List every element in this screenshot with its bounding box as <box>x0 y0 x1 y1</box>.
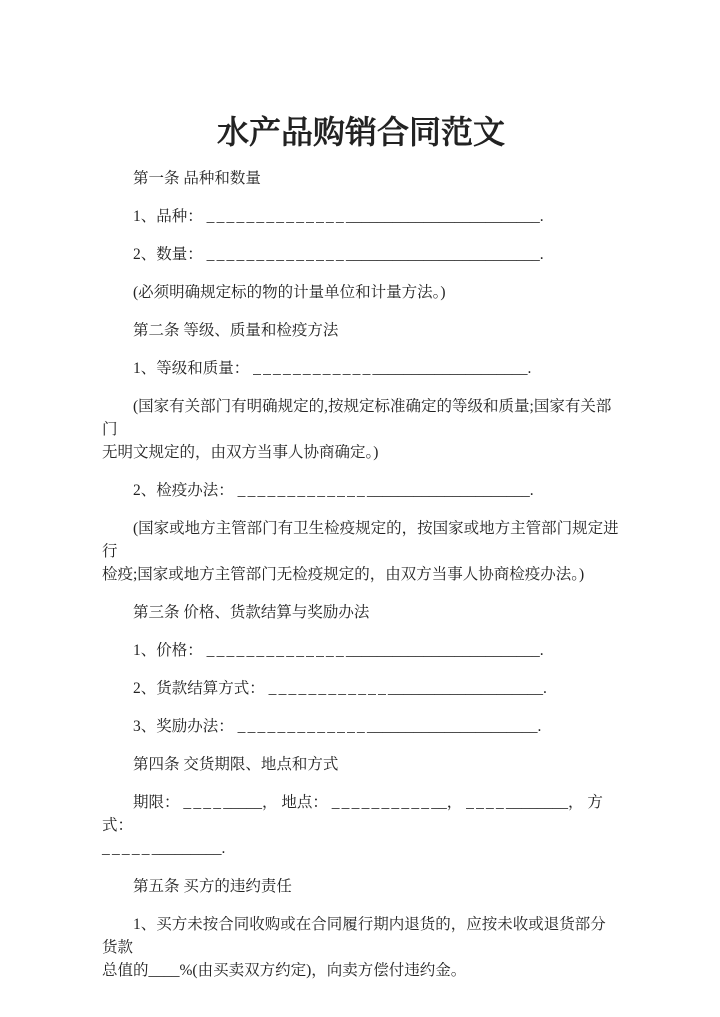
field-quantity-period: . <box>539 246 544 263</box>
field-variety-blank-dashed: ______________ <box>206 208 346 225</box>
field-deadline-blank-solid: _____ <box>223 794 262 811</box>
article-3-heading: 第三条 价格、货款结算与奖励办法 <box>133 604 370 621</box>
field-price-blank-dashed: ______________ <box>206 642 346 659</box>
article-2-note-2-line-2: 检疫;国家或地方主管部门无检疫规定的，由双方当事人协商检疫办法。) <box>102 566 585 583</box>
article-1-note: (必须明确规定标的物的计量单位和计量方法。) <box>133 284 446 301</box>
field-variety <box>102 205 620 228</box>
field-payment-settlement-blank-dashed: ____________ <box>268 680 389 697</box>
article-2-note-1-line-1: (国家有关部门有明确规定的,按规定标准确定的等级和质量;国家有关部门 <box>102 398 612 438</box>
field-deadline-blank-dashed: ____ <box>183 794 224 811</box>
article-2-note-2-line-1: (国家或地方主管部门有卫生检疫规定的，按国家或地方主管部门规定进行 <box>102 520 619 560</box>
field-price-period: . <box>539 642 544 659</box>
field-grade-quality-label: 1、等级和质量： <box>133 360 250 377</box>
field-variety-period: . <box>539 208 544 225</box>
field-reward-method-blank-solid: ______________________ <box>367 718 538 735</box>
field-price-label: 1、价格： <box>133 642 203 659</box>
delivery-terms-line-2 <box>102 837 620 860</box>
field-method-label: 方式： <box>102 794 603 834</box>
field-variety-blank-solid: _________________________ <box>345 208 540 225</box>
field-price <box>102 639 620 662</box>
field-grade-quality <box>102 357 620 380</box>
field-payment-settlement <box>102 677 620 700</box>
field-quarantine-method-label: 2、检疫办法： <box>133 482 234 499</box>
field-location-2-blank-dashed: ____ <box>466 794 506 811</box>
article-4-heading: 第四条 交货期限、地点和方式 <box>133 756 339 773</box>
separator-comma-1: ， <box>261 794 278 811</box>
field-reward-method-blank-dashed: _____________ <box>237 718 367 735</box>
field-reward-method-label: 3、奖励办法： <box>133 718 234 735</box>
field-quarantine-method-blank-solid: _____________________ <box>367 482 530 499</box>
article-2-note-1-line-2: 无明文规定的，由双方当事人协商确定。) <box>102 444 379 461</box>
field-variety-label: 1、品种： <box>133 208 203 225</box>
field-deadline-label: 期限： <box>133 794 180 811</box>
field-payment-settlement-label: 2、货款结算方式： <box>133 680 265 697</box>
field-quantity-blank-dashed: ______________ <box>206 246 346 263</box>
field-quarantine-method <box>102 479 620 502</box>
article-2-heading: 第二条 等级、质量和检疫方法 <box>133 322 339 339</box>
article-1-heading: 第一条 品种和数量 <box>133 170 261 187</box>
field-quantity-blank-solid: _________________________ <box>345 246 540 263</box>
field-location-blank-solid: __ <box>431 794 447 811</box>
separator-comma-3: ， <box>567 794 584 811</box>
document-title: 水产品购销合同范文 <box>216 114 505 150</box>
field-location-2-blank-solid: ________ <box>505 794 568 811</box>
field-grade-quality-blank-solid: ____________________ <box>372 360 528 377</box>
field-quantity-label: 2、数量： <box>133 246 203 263</box>
field-grade-quality-period: . <box>527 360 532 377</box>
article-5-clause-line-1: 1、买方未按合同收购或在合同履行期内退货的，应按未收或退货部分货款 <box>102 916 606 956</box>
field-price-blank-solid: _________________________ <box>345 642 540 659</box>
article-5-heading: 第五条 买方的违约责任 <box>133 878 292 895</box>
field-payment-settlement-blank-solid: ____________________ <box>388 680 544 697</box>
field-quantity <box>102 243 620 266</box>
article-5-clause-line-2: 总值的____%(由买卖双方约定)，向卖方偿付违约金。 <box>102 962 467 979</box>
field-method-period: . <box>221 840 226 857</box>
field-payment-settlement-period: . <box>543 680 547 697</box>
field-method-blank-dashed: _____ <box>102 840 152 857</box>
field-quarantine-method-period: . <box>529 482 534 499</box>
field-reward-method <box>102 715 620 738</box>
separator-comma-2: ， <box>446 794 463 811</box>
field-location-label: 地点： <box>281 794 328 811</box>
field-quarantine-method-blank-dashed: _____________ <box>237 482 367 499</box>
delivery-terms-line-1 <box>102 791 620 837</box>
field-grade-quality-blank-dashed: ____________ <box>253 360 373 377</box>
field-method-blank-solid: _________ <box>151 840 222 857</box>
field-reward-method-period: . <box>537 718 542 735</box>
field-location-blank-dashed: __________ <box>331 794 432 811</box>
